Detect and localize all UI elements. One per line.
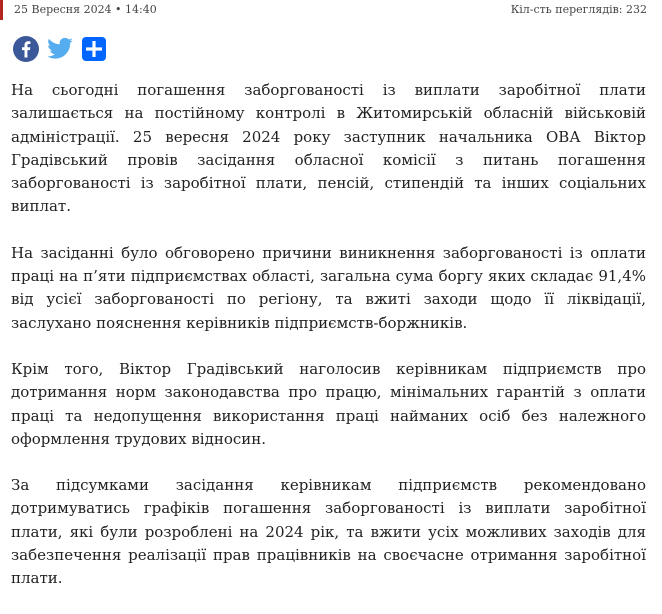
facebook-share-button[interactable] <box>12 35 40 63</box>
article-body <box>11 79 646 614</box>
share-buttons <box>12 35 108 63</box>
generic-share-button[interactable] <box>80 35 108 63</box>
article-paragraph: На сьогодні погашення заборгованості із виплати заробітної плати залишається на постійному контролі в Житомирській обласній військовій адміністрації. 25 вересня 2024 року заступник начальника ОВА Віктор Градівський провів засідання обласної комісії з питань погашення заборгованості із заробітної плати, пенсій, стипендій та інших соціальних виплат. <box>11 81 646 216</box>
view-count: Кіл-сть переглядів: 232 <box>510 3 647 16</box>
twitter-icon <box>46 35 74 63</box>
article-paragraph: На засіданні було обговорено причини виникнення заборгованості із оплати праці на п’яти підприємствах області, загальна сума боргу яких складає 91,4% від усієї заборгованості по регіону, та вжиті заходи щодо її ліквідації, заслухано пояснення керівників підприємств-боржників. <box>11 243 646 332</box>
twitter-share-button[interactable] <box>46 35 74 63</box>
meta-accent-bar <box>0 0 3 20</box>
share-icon <box>80 35 108 63</box>
facebook-icon <box>12 35 40 63</box>
article-meta-bar <box>0 0 662 20</box>
article-paragraph: Крім того, Віктор Градівський наголосив керівникам підприємств про дотримання норм законодавства про працю, мінімальних гарантій з оплати праці та недопущення використання праці найманих осіб без належного оформлення трудових відносин. <box>11 359 646 448</box>
publish-date: 25 Вересня 2024 • 14:40 <box>14 3 157 16</box>
article-paragraph: За підсумками засідання керівникам підприємств рекомендовано дотримуватись графіків погашення заборгованості із виплати заробітної плати, які були розроблені на 2024 рік, та вжити усіх можливих заходів для забезпечення реалізації прав працівників на своєчасне отримання заробітної плати. <box>11 476 646 588</box>
